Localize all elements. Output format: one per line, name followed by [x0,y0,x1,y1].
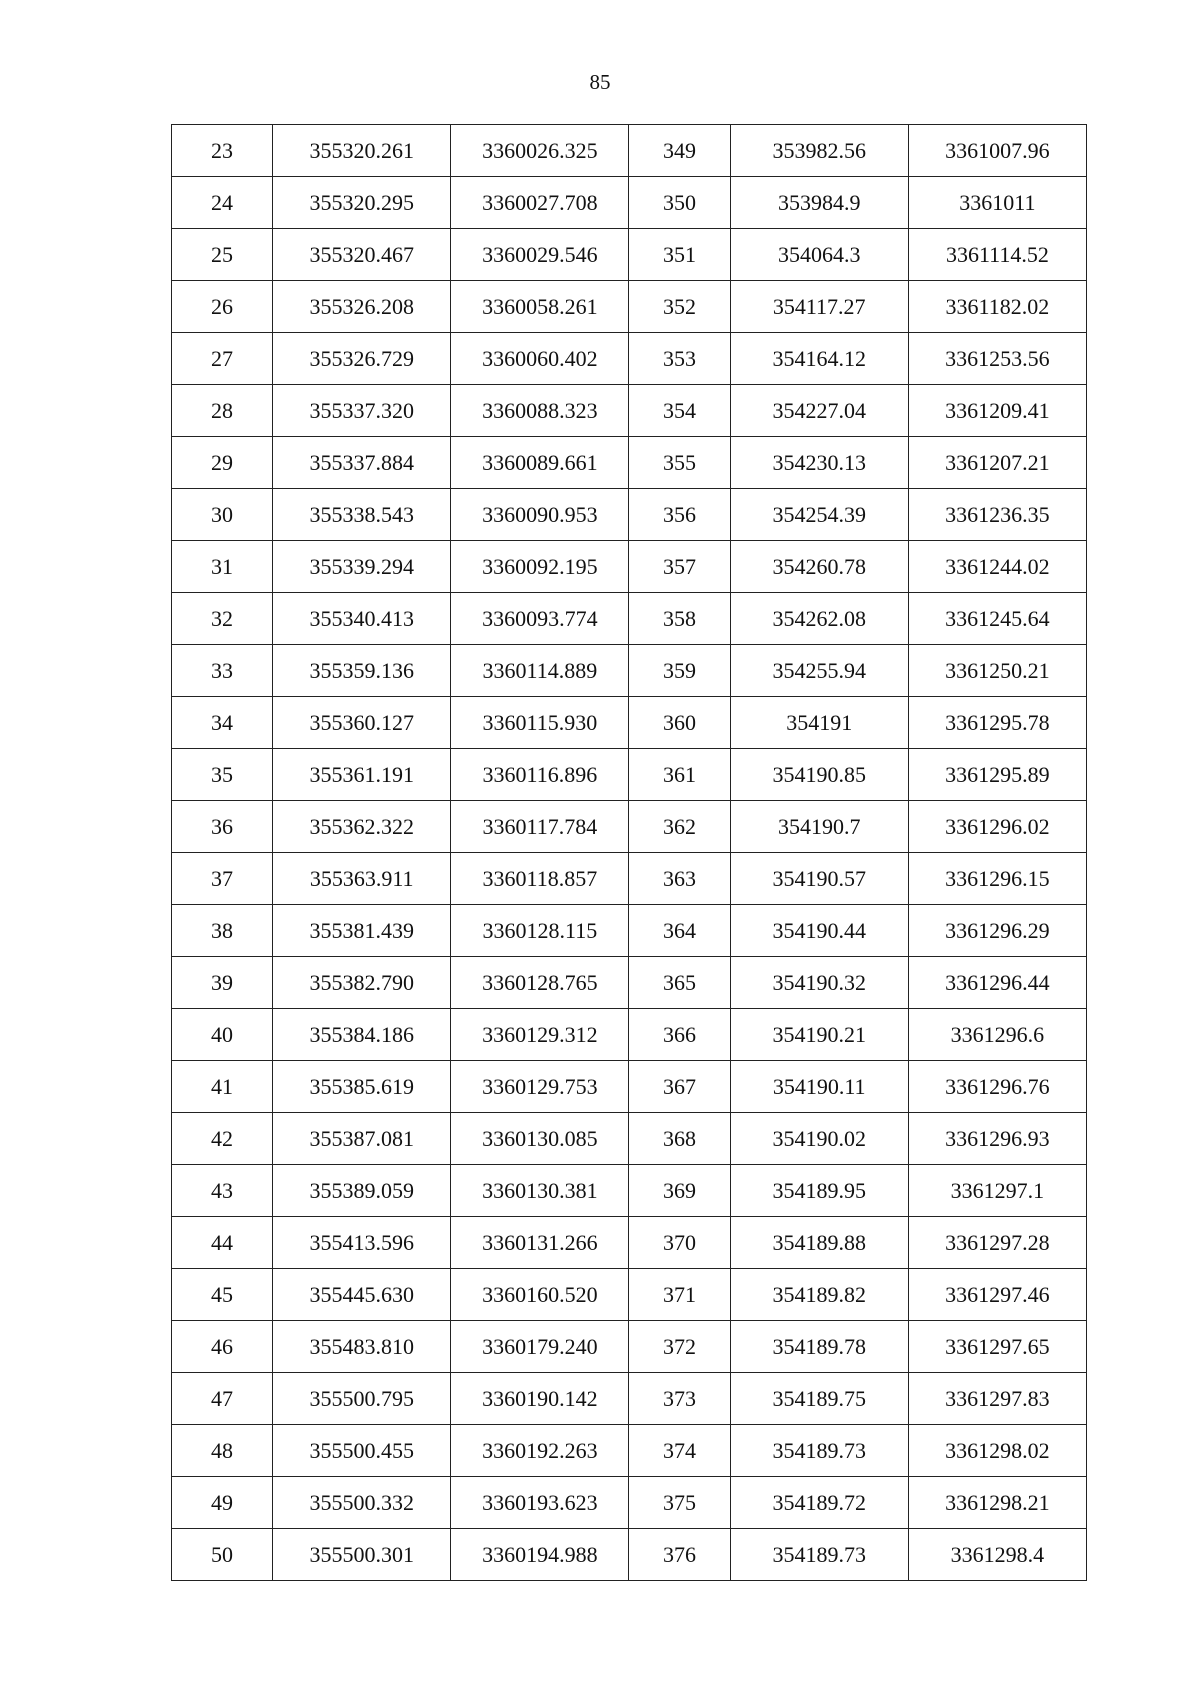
table-row [172,1009,1087,1061]
table-row [172,905,1087,957]
point-number-left-cell: 28 [172,385,273,437]
x-coordinate-left-cell: 355337.320 [273,385,451,437]
page-number: 85 [589,70,611,94]
point-number-right-cell: 359 [629,645,730,697]
x-coordinate-left-cell: 355445.630 [273,1269,451,1321]
table-row [172,229,1087,281]
point-number-right-cell: 361 [629,749,730,801]
x-coordinate-left-cell: 355320.295 [273,177,451,229]
x-coordinate-right-cell: 354190.32 [730,957,908,1009]
x-coordinate-right-cell: 354255.94 [730,645,908,697]
x-coordinate-left-cell: 355500.795 [273,1373,451,1425]
point-number-left-cell: 36 [172,801,273,853]
point-number-right-cell: 353 [629,333,730,385]
point-number-right-cell: 364 [629,905,730,957]
table-row [172,177,1087,229]
point-number-left-cell: 24 [172,177,273,229]
y-coordinate-left-cell: 3360026.325 [451,125,629,177]
table-row [172,385,1087,437]
x-coordinate-left-cell: 355320.261 [273,125,451,177]
x-coordinate-left-cell: 355362.322 [273,801,451,853]
y-coordinate-left-cell: 3360092.195 [451,541,629,593]
point-number-left-cell: 42 [172,1113,273,1165]
point-number-right-cell: 362 [629,801,730,853]
x-coordinate-left-cell: 355326.729 [273,333,451,385]
table-row [172,1529,1087,1581]
y-coordinate-left-cell: 3360128.765 [451,957,629,1009]
x-coordinate-left-cell: 355500.301 [273,1529,451,1581]
y-coordinate-right-cell: 3361253.56 [908,333,1086,385]
y-coordinate-right-cell: 3361244.02 [908,541,1086,593]
point-number-left-cell: 41 [172,1061,273,1113]
y-coordinate-left-cell: 3360118.857 [451,853,629,905]
x-coordinate-left-cell: 355359.136 [273,645,451,697]
x-coordinate-right-cell: 354189.95 [730,1165,908,1217]
point-number-right-cell: 366 [629,1009,730,1061]
table-row [172,697,1087,749]
x-coordinate-right-cell: 354190.7 [730,801,908,853]
table-row [172,957,1087,1009]
y-coordinate-right-cell: 3361295.89 [908,749,1086,801]
y-coordinate-left-cell: 3360060.402 [451,333,629,385]
y-coordinate-left-cell: 3360128.115 [451,905,629,957]
y-coordinate-left-cell: 3360088.323 [451,385,629,437]
y-coordinate-left-cell: 3360029.546 [451,229,629,281]
table-row [172,1217,1087,1269]
x-coordinate-left-cell: 355382.790 [273,957,451,1009]
point-number-left-cell: 27 [172,333,273,385]
coordinate-table-body [172,125,1087,1581]
y-coordinate-left-cell: 3360179.240 [451,1321,629,1373]
y-coordinate-right-cell: 3361236.35 [908,489,1086,541]
y-coordinate-left-cell: 3360027.708 [451,177,629,229]
y-coordinate-right-cell: 3361297.28 [908,1217,1086,1269]
x-coordinate-right-cell: 354227.04 [730,385,908,437]
x-coordinate-right-cell: 354262.08 [730,593,908,645]
x-coordinate-right-cell: 354260.78 [730,541,908,593]
table-row [172,1269,1087,1321]
point-number-right-cell: 375 [629,1477,730,1529]
x-coordinate-left-cell: 355385.619 [273,1061,451,1113]
y-coordinate-left-cell: 3360131.266 [451,1217,629,1269]
x-coordinate-left-cell: 355413.596 [273,1217,451,1269]
point-number-right-cell: 372 [629,1321,730,1373]
table-row [172,1373,1087,1425]
point-number-right-cell: 367 [629,1061,730,1113]
point-number-right-cell: 371 [629,1269,730,1321]
point-number-left-cell: 39 [172,957,273,1009]
y-coordinate-right-cell: 3361296.44 [908,957,1086,1009]
table-row [172,853,1087,905]
point-number-right-cell: 349 [629,125,730,177]
point-number-right-cell: 350 [629,177,730,229]
table-row [172,437,1087,489]
x-coordinate-left-cell: 355381.439 [273,905,451,957]
x-coordinate-right-cell: 354189.88 [730,1217,908,1269]
y-coordinate-right-cell: 3361245.64 [908,593,1086,645]
table-row [172,749,1087,801]
table-row [172,541,1087,593]
point-number-left-cell: 35 [172,749,273,801]
x-coordinate-left-cell: 355360.127 [273,697,451,749]
table-row [172,489,1087,541]
y-coordinate-left-cell: 3360093.774 [451,593,629,645]
x-coordinate-right-cell: 354117.27 [730,281,908,333]
point-number-right-cell: 360 [629,697,730,749]
x-coordinate-right-cell: 354190.02 [730,1113,908,1165]
point-number-left-cell: 46 [172,1321,273,1373]
x-coordinate-left-cell: 355338.543 [273,489,451,541]
point-number-left-cell: 25 [172,229,273,281]
point-number-left-cell: 48 [172,1425,273,1477]
y-coordinate-left-cell: 3360090.953 [451,489,629,541]
table-row [172,645,1087,697]
x-coordinate-right-cell: 354189.82 [730,1269,908,1321]
point-number-left-cell: 40 [172,1009,273,1061]
x-coordinate-right-cell: 354189.72 [730,1477,908,1529]
point-number-right-cell: 357 [629,541,730,593]
x-coordinate-right-cell: 354190.21 [730,1009,908,1061]
x-coordinate-right-cell: 354189.75 [730,1373,908,1425]
table-row [172,801,1087,853]
y-coordinate-right-cell: 3361007.96 [908,125,1086,177]
point-number-left-cell: 26 [172,281,273,333]
table-row [172,281,1087,333]
y-coordinate-left-cell: 3360130.381 [451,1165,629,1217]
y-coordinate-left-cell: 3360114.889 [451,645,629,697]
point-number-left-cell: 23 [172,125,273,177]
y-coordinate-right-cell: 3361298.4 [908,1529,1086,1581]
x-coordinate-left-cell: 355363.911 [273,853,451,905]
point-number-left-cell: 30 [172,489,273,541]
x-coordinate-right-cell: 354064.3 [730,229,908,281]
x-coordinate-right-cell: 354189.73 [730,1529,908,1581]
x-coordinate-right-cell: 354230.13 [730,437,908,489]
x-coordinate-left-cell: 355387.081 [273,1113,451,1165]
point-number-right-cell: 373 [629,1373,730,1425]
y-coordinate-left-cell: 3360058.261 [451,281,629,333]
x-coordinate-left-cell: 355500.332 [273,1477,451,1529]
x-coordinate-left-cell: 355483.810 [273,1321,451,1373]
point-number-left-cell: 37 [172,853,273,905]
point-number-left-cell: 50 [172,1529,273,1581]
y-coordinate-right-cell: 3361182.02 [908,281,1086,333]
table-row [172,1113,1087,1165]
x-coordinate-right-cell: 354190.44 [730,905,908,957]
y-coordinate-right-cell: 3361250.21 [908,645,1086,697]
y-coordinate-right-cell: 3361011 [908,177,1086,229]
point-number-right-cell: 351 [629,229,730,281]
x-coordinate-right-cell: 354190.85 [730,749,908,801]
y-coordinate-left-cell: 3360190.142 [451,1373,629,1425]
point-number-left-cell: 31 [172,541,273,593]
y-coordinate-right-cell: 3361296.6 [908,1009,1086,1061]
y-coordinate-right-cell: 3361296.02 [908,801,1086,853]
x-coordinate-left-cell: 355320.467 [273,229,451,281]
y-coordinate-left-cell: 3360116.896 [451,749,629,801]
x-coordinate-left-cell: 355361.191 [273,749,451,801]
y-coordinate-left-cell: 3360160.520 [451,1269,629,1321]
y-coordinate-left-cell: 3360194.988 [451,1529,629,1581]
point-number-right-cell: 368 [629,1113,730,1165]
y-coordinate-left-cell: 3360115.930 [451,697,629,749]
x-coordinate-left-cell: 355389.059 [273,1165,451,1217]
y-coordinate-right-cell: 3361296.15 [908,853,1086,905]
point-number-left-cell: 43 [172,1165,273,1217]
table-row [172,1477,1087,1529]
table-row [172,1165,1087,1217]
y-coordinate-right-cell: 3361209.41 [908,385,1086,437]
table-row [172,593,1087,645]
point-number-left-cell: 49 [172,1477,273,1529]
point-number-left-cell: 38 [172,905,273,957]
y-coordinate-left-cell: 3360129.753 [451,1061,629,1113]
point-number-right-cell: 358 [629,593,730,645]
x-coordinate-right-cell: 354254.39 [730,489,908,541]
point-number-right-cell: 354 [629,385,730,437]
coordinate-table [171,124,1087,1581]
point-number-right-cell: 363 [629,853,730,905]
x-coordinate-right-cell: 354189.73 [730,1425,908,1477]
table-row [172,1321,1087,1373]
point-number-left-cell: 44 [172,1217,273,1269]
y-coordinate-left-cell: 3360192.263 [451,1425,629,1477]
y-coordinate-right-cell: 3361297.46 [908,1269,1086,1321]
x-coordinate-left-cell: 355326.208 [273,281,451,333]
y-coordinate-left-cell: 3360193.623 [451,1477,629,1529]
point-number-right-cell: 376 [629,1529,730,1581]
y-coordinate-left-cell: 3360117.784 [451,801,629,853]
table-row [172,333,1087,385]
x-coordinate-right-cell: 354189.78 [730,1321,908,1373]
y-coordinate-right-cell: 3361207.21 [908,437,1086,489]
point-number-right-cell: 356 [629,489,730,541]
x-coordinate-left-cell: 355500.455 [273,1425,451,1477]
y-coordinate-right-cell: 3361298.21 [908,1477,1086,1529]
x-coordinate-left-cell: 355337.884 [273,437,451,489]
point-number-left-cell: 33 [172,645,273,697]
point-number-left-cell: 29 [172,437,273,489]
point-number-right-cell: 369 [629,1165,730,1217]
point-number-right-cell: 352 [629,281,730,333]
y-coordinate-left-cell: 3360130.085 [451,1113,629,1165]
point-number-right-cell: 370 [629,1217,730,1269]
point-number-left-cell: 45 [172,1269,273,1321]
x-coordinate-right-cell: 353984.9 [730,177,908,229]
table-row [172,1425,1087,1477]
table-row [172,1061,1087,1113]
x-coordinate-right-cell: 354164.12 [730,333,908,385]
point-number-left-cell: 32 [172,593,273,645]
point-number-right-cell: 355 [629,437,730,489]
x-coordinate-left-cell: 355384.186 [273,1009,451,1061]
y-coordinate-left-cell: 3360129.312 [451,1009,629,1061]
point-number-right-cell: 374 [629,1425,730,1477]
point-number-left-cell: 47 [172,1373,273,1425]
table-row [172,125,1087,177]
y-coordinate-left-cell: 3360089.661 [451,437,629,489]
y-coordinate-right-cell: 3361296.29 [908,905,1086,957]
y-coordinate-right-cell: 3361297.83 [908,1373,1086,1425]
y-coordinate-right-cell: 3361297.1 [908,1165,1086,1217]
x-coordinate-left-cell: 355339.294 [273,541,451,593]
y-coordinate-right-cell: 3361298.02 [908,1425,1086,1477]
x-coordinate-right-cell: 354190.57 [730,853,908,905]
y-coordinate-right-cell: 3361114.52 [908,229,1086,281]
x-coordinate-right-cell: 354190.11 [730,1061,908,1113]
y-coordinate-right-cell: 3361296.93 [908,1113,1086,1165]
x-coordinate-right-cell: 353982.56 [730,125,908,177]
point-number-right-cell: 365 [629,957,730,1009]
y-coordinate-right-cell: 3361295.78 [908,697,1086,749]
point-number-left-cell: 34 [172,697,273,749]
x-coordinate-right-cell: 354191 [730,697,908,749]
y-coordinate-right-cell: 3361296.76 [908,1061,1086,1113]
x-coordinate-left-cell: 355340.413 [273,593,451,645]
y-coordinate-right-cell: 3361297.65 [908,1321,1086,1373]
